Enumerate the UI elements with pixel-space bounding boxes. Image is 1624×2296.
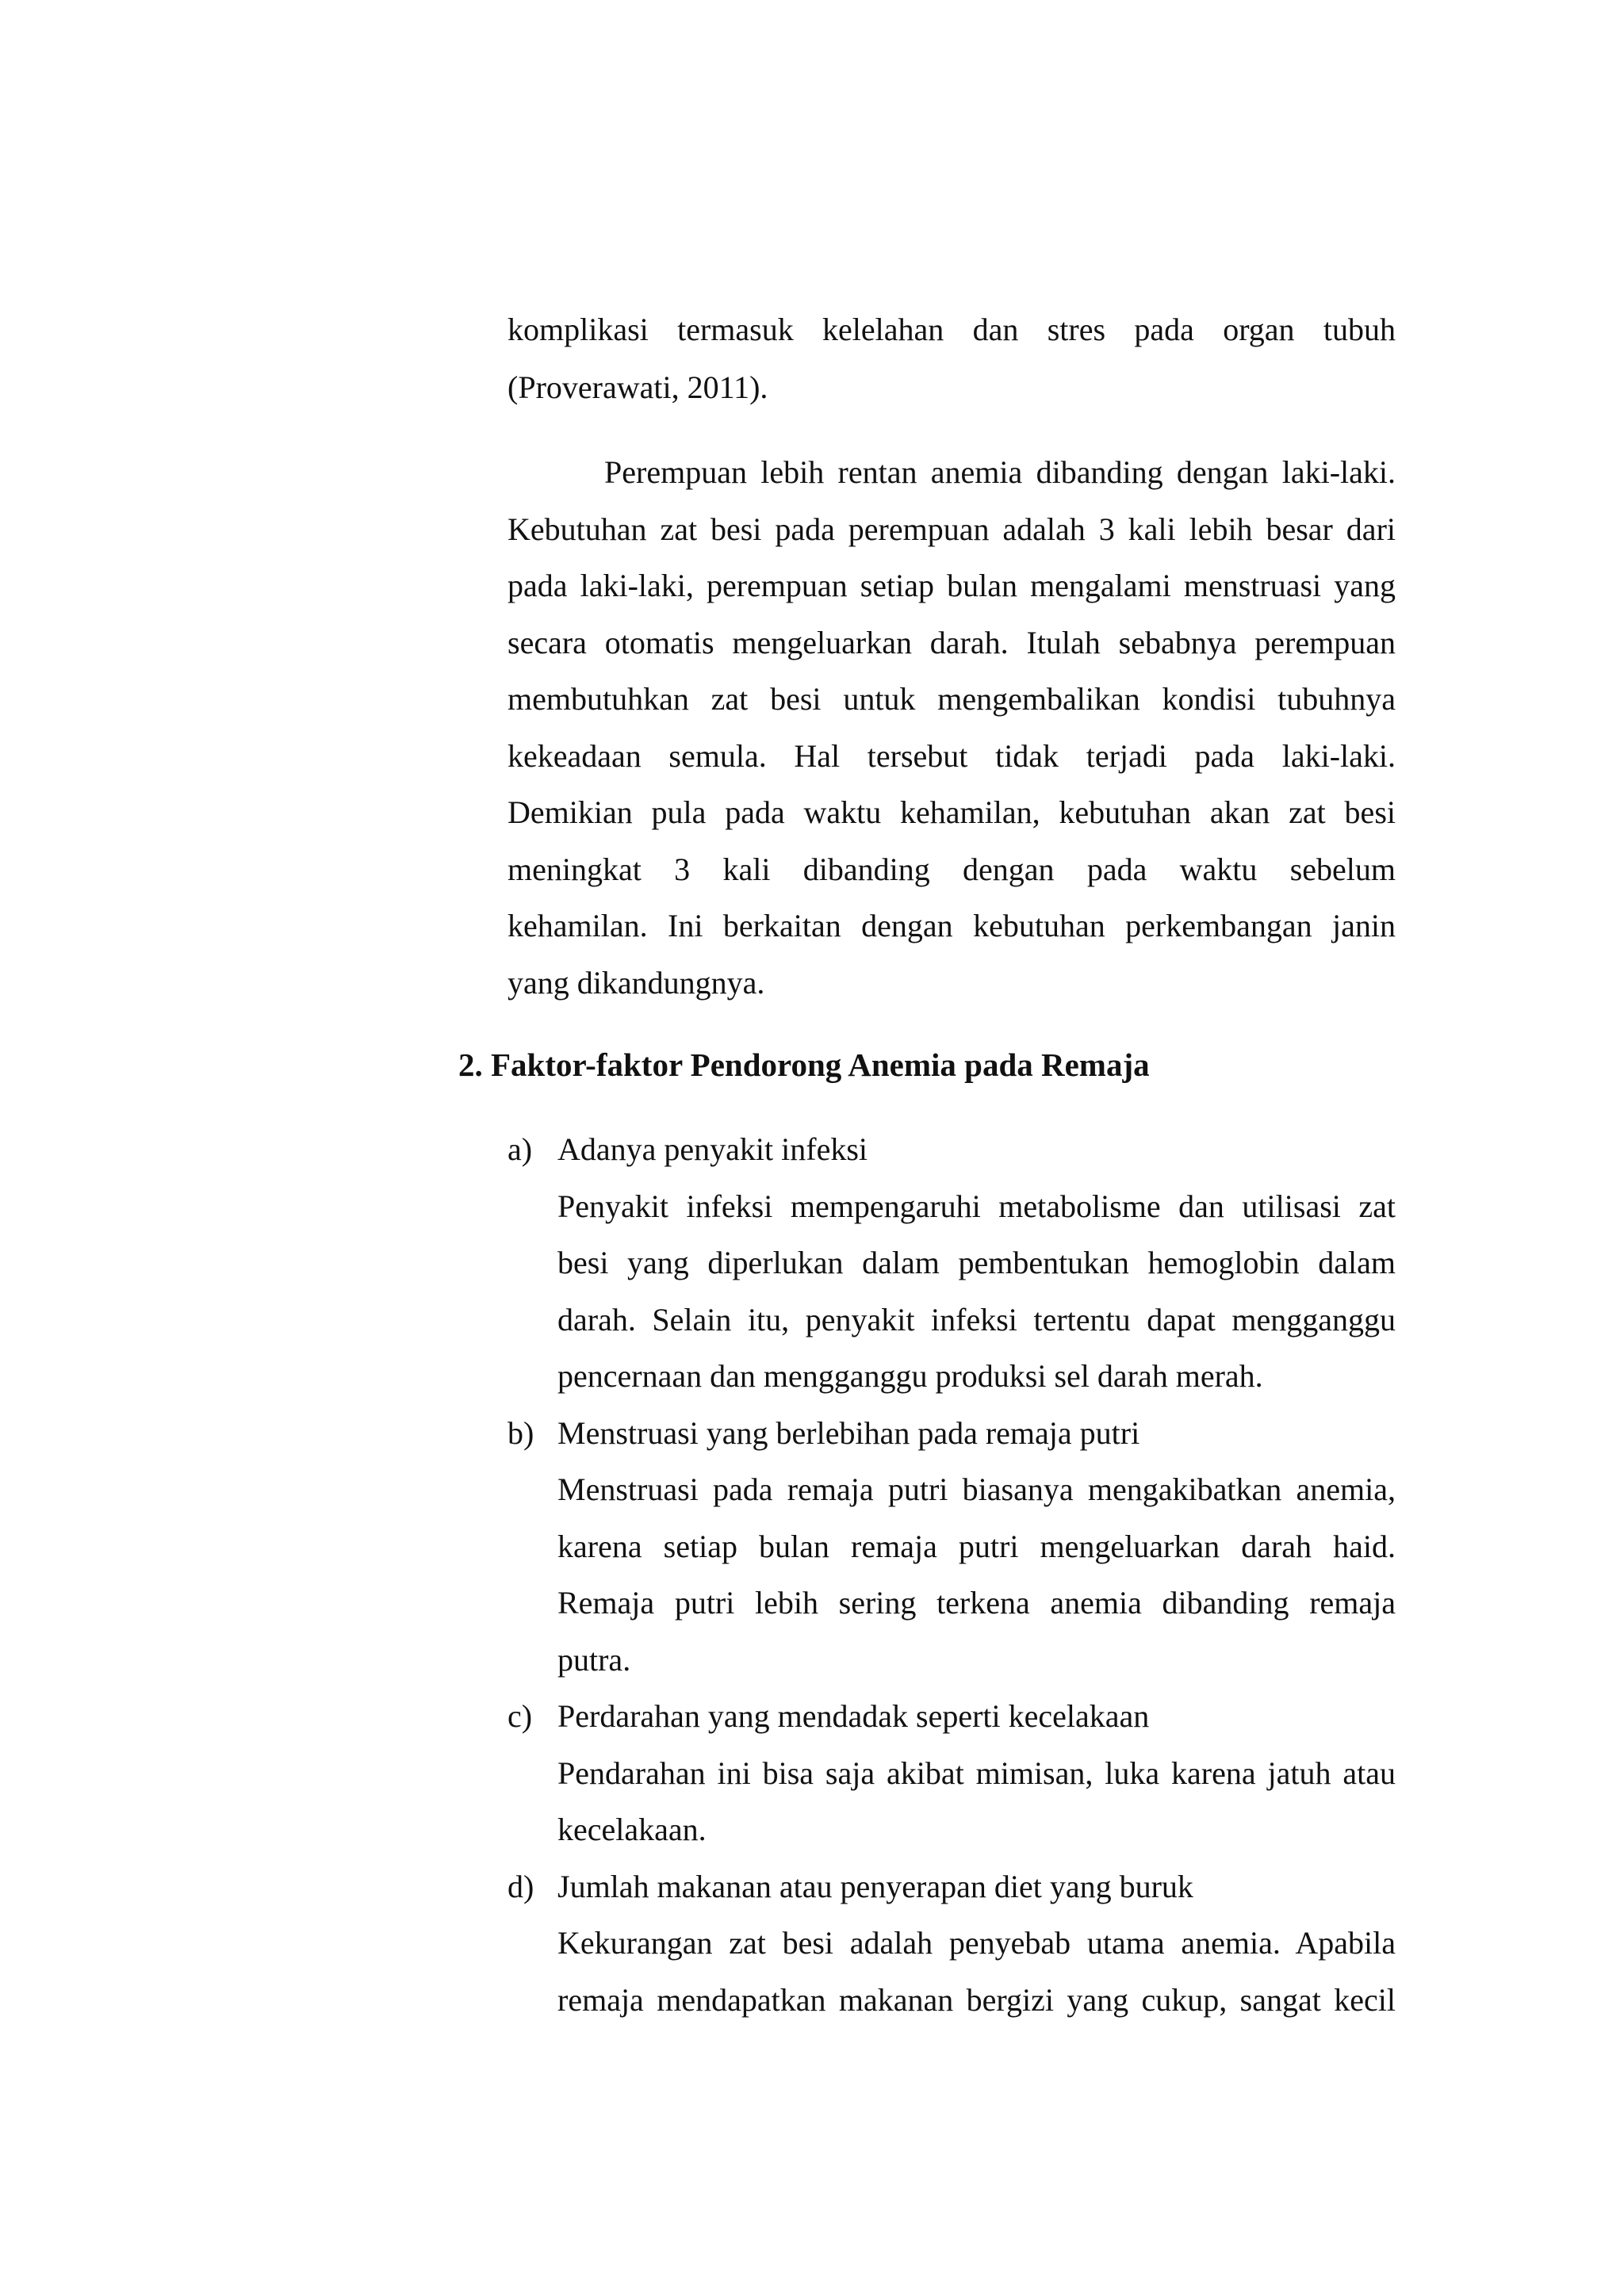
list-item-body-line: Penyakit infeksi mempengaruhi metabolisme dan utilisasi zat [557,1188,1396,1224]
paragraph-2-line-1: Perempuan lebih rentan anemia dibanding dengan laki-laki. [604,454,1396,490]
paragraph-2-line-7: Demikian pula pada waktu kehamilan, kebutuhan akan zat besi [508,794,1396,830]
list-item-body-line: remaja mendapatkan makanan bergizi yang cukup, sangat kecil [557,1982,1396,2018]
list-item-title: Perdarahan yang mendadak seperti kecelakaan [557,1698,1150,1734]
list-item-title: Adanya penyakit infeksi [557,1131,868,1167]
paragraph-1-line-2: (Proverawati, 2011). [508,369,768,405]
paragraph-2-line-10: yang dikandungnya. [508,965,765,1001]
paragraph-2-line-8: meningkat 3 kali dibanding dengan pada waktu sebelum [508,851,1396,887]
list-item-body-line: karena setiap bulan remaja putri mengeluarkan darah haid. [557,1529,1396,1564]
list-item-title: Jumlah makanan atau penyerapan diet yang buruk [557,1869,1193,1904]
list-item-body-line: besi yang diperlukan dalam pembentukan hemoglobin dalam [557,1245,1396,1280]
list-item-body-line: putra. [557,1642,631,1678]
list-item-body-line: pencernaan dan mengganggu produksi sel darah merah. [557,1358,1263,1394]
list-item-body-line: Kekurangan zat besi adalah penyebab utama anemia. Apabila [557,1925,1396,1961]
list-item-body-line: darah. Selain itu, penyakit infeksi tertentu dapat mengganggu [557,1302,1396,1337]
list-item-body-line: Menstruasi pada remaja putri biasanya mengakibatkan anemia, [557,1471,1396,1507]
list-item-letter: a) [508,1131,533,1167]
paragraph-2-line-5: membutuhkan zat besi untuk mengembalikan kondisi tubuhnya [508,681,1396,717]
paragraph-2-line-3: pada laki-laki, perempuan setiap bulan mengalami menstruasi yang [508,568,1396,603]
list-item-body-line: Remaja putri lebih sering terkena anemia dibanding remaja [557,1585,1396,1621]
list-item-letter: b) [508,1415,534,1451]
list-item-letter: d) [508,1869,534,1904]
list-item-body-line: kecelakaan. [557,1812,707,1847]
list-item-title: Menstruasi yang berlebihan pada remaja putri [557,1415,1140,1451]
paragraph-2-line-4: secara otomatis mengeluarkan darah. Itulah sebabnya perempuan [508,625,1396,660]
paragraph-2-line-2: Kebutuhan zat besi pada perempuan adalah 3 kali lebih besar dari [508,511,1396,547]
list-item-letter: c) [508,1698,533,1734]
paragraph-1-line-1: komplikasi termasuk kelelahan dan stres pada organ tubuh [508,312,1396,347]
list-item-body-line: Pendarahan ini bisa saja akibat mimisan, luka karena jatuh atau [557,1755,1396,1791]
paragraph-2-line-6: kekeadaan semula. Hal tersebut tidak terjadi pada laki-laki. [508,738,1396,774]
paragraph-2-line-9: kehamilan. Ini berkaitan dengan kebutuhan perkembangan janin [508,908,1396,943]
section-heading: 2. Faktor-faktor Pendorong Anemia pada Remaja [458,1047,1150,1083]
